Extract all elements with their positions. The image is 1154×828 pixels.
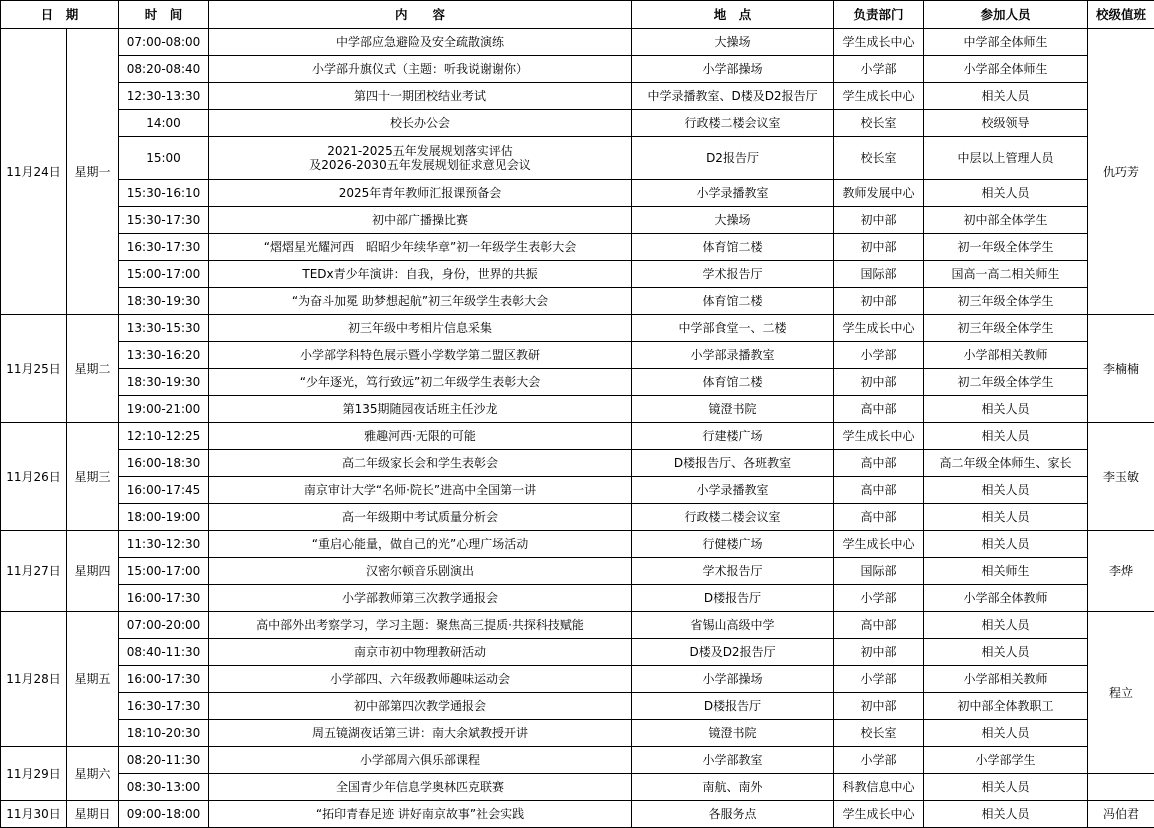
department-cell: 初中部 <box>834 693 924 720</box>
table-row <box>1 720 1154 747</box>
table-row <box>1 261 1154 288</box>
content-cell: 汉密尔顿音乐剧演出 <box>209 558 632 585</box>
department-cell: 初中部 <box>834 207 924 234</box>
duty-cell: 程立 <box>1088 612 1154 774</box>
table-row <box>1 29 1154 56</box>
header-participants: 参加人员 <box>924 1 1088 29</box>
location-cell: 省锡山高级中学 <box>632 612 834 639</box>
department-cell: 高中部 <box>834 396 924 423</box>
location-cell: 中学录播教室、D楼及D2报告厅 <box>632 83 834 110</box>
content-cell: 初三年级中考相片信息采集 <box>209 315 632 342</box>
department-cell: 学生成长中心 <box>834 801 924 828</box>
participants-cell: 小学部相关教师 <box>924 342 1088 369</box>
participants-cell: 相关人员 <box>924 531 1088 558</box>
department-cell: 初中部 <box>834 288 924 315</box>
content-cell: 校长办公会 <box>209 110 632 137</box>
header-content: 内 容 <box>209 1 632 29</box>
department-cell: 高中部 <box>834 504 924 531</box>
duty-cell: 李玉敏 <box>1088 423 1154 531</box>
department-cell: 学生成长中心 <box>834 83 924 110</box>
content-cell <box>209 137 632 180</box>
department-cell: 小学部 <box>834 56 924 83</box>
participants-cell: 小学部学生 <box>924 747 1088 774</box>
location-cell: 行健楼广场 <box>632 531 834 558</box>
location-cell: 中学部食堂一、二楼 <box>632 315 834 342</box>
participants-cell: 相关人员 <box>924 83 1088 110</box>
participants-cell: 国高一高二相关师生 <box>924 261 1088 288</box>
content-cell: 南京市初中物理教研活动 <box>209 639 632 666</box>
participants-cell: 相关人员 <box>924 720 1088 747</box>
content-cell: 初中部第四次教学通报会 <box>209 693 632 720</box>
content-cell: “为奋斗加冕 助梦想起航”初三年级学生表彰大会 <box>209 288 632 315</box>
header-department: 负责部门 <box>834 1 924 29</box>
date-cell: 11月26日 <box>1 423 67 531</box>
participants-cell: 初中部全体教职工 <box>924 693 1088 720</box>
content-cell: 小学部教师第三次教学通报会 <box>209 585 632 612</box>
table-row <box>1 137 1154 180</box>
content-cell: 南京审计大学“名师·院长”进高中全国第一讲 <box>209 477 632 504</box>
time-cell: 16:00-17:30 <box>119 585 209 612</box>
time-cell: 15:30-16:10 <box>119 180 209 207</box>
weekday-cell: 星期六 <box>67 747 119 801</box>
table-row <box>1 774 1154 801</box>
participants-cell: 相关人员 <box>924 612 1088 639</box>
content-cell: “拓印青春足迹 讲好南京故事”社会实践 <box>209 801 632 828</box>
location-cell: 各服务点 <box>632 801 834 828</box>
location-cell: D2报告厅 <box>632 137 834 180</box>
content-cell: 第135期随园夜话班主任沙龙 <box>209 396 632 423</box>
content-cell: “重启心能量，做自己的光”心理广场活动 <box>209 531 632 558</box>
content-line: 及2026-2030五年发展规划征求意见会议 <box>211 158 629 172</box>
table-row <box>1 450 1154 477</box>
department-cell: 学生成长中心 <box>834 423 924 450</box>
time-cell: 18:30-19:30 <box>119 369 209 396</box>
location-cell: D楼报告厅、各班教室 <box>632 450 834 477</box>
department-cell: 初中部 <box>834 639 924 666</box>
date-cell: 11月27日 <box>1 531 67 612</box>
weekday-cell: 星期五 <box>67 612 119 747</box>
time-cell: 16:30-17:30 <box>119 234 209 261</box>
date-cell: 11月28日 <box>1 612 67 747</box>
time-cell: 16:00-18:30 <box>119 450 209 477</box>
date-cell: 11月25日 <box>1 315 67 423</box>
department-cell: 小学部 <box>834 747 924 774</box>
content-cell: 小学部四、六年级教师趣味运动会 <box>209 666 632 693</box>
table-row <box>1 693 1154 720</box>
time-cell: 18:00-19:00 <box>119 504 209 531</box>
location-cell: D楼及D2报告厅 <box>632 639 834 666</box>
location-cell: 小学部录播教室 <box>632 342 834 369</box>
time-cell: 14:00 <box>119 110 209 137</box>
content-line: 2021-2025五年发展规划落实评估 <box>211 144 629 158</box>
content-cell: 高中部外出考察学习，学习主题：聚焦高三提质·共探科技赋能 <box>209 612 632 639</box>
department-cell: 校长室 <box>834 720 924 747</box>
time-cell: 08:30-13:00 <box>119 774 209 801</box>
table-row <box>1 477 1154 504</box>
participants-cell: 初三年级全体学生 <box>924 288 1088 315</box>
content-cell: TEDx青少年演讲：自我，身份，世界的共振 <box>209 261 632 288</box>
time-cell: 12:10-12:25 <box>119 423 209 450</box>
table-row <box>1 531 1154 558</box>
participants-cell: 相关人员 <box>924 801 1088 828</box>
location-cell: 小学部教室 <box>632 747 834 774</box>
time-cell: 08:20-08:40 <box>119 56 209 83</box>
time-cell: 16:00-17:45 <box>119 477 209 504</box>
department-cell: 教师发展中心 <box>834 180 924 207</box>
header-location: 地 点 <box>632 1 834 29</box>
time-cell: 15:00-17:00 <box>119 558 209 585</box>
location-cell: 小学录播教室 <box>632 180 834 207</box>
participants-cell: 初二年级全体学生 <box>924 369 1088 396</box>
participants-cell: 中学部全体师生 <box>924 29 1088 56</box>
content-cell: “少年逐光，笃行致远”初二年级学生表彰大会 <box>209 369 632 396</box>
content-cell: 小学部周六俱乐部课程 <box>209 747 632 774</box>
time-cell: 08:20-11:30 <box>119 747 209 774</box>
content-cell: 初中部广播操比赛 <box>209 207 632 234</box>
table-row <box>1 747 1154 774</box>
participants-cell: 中层以上管理人员 <box>924 137 1088 180</box>
content-cell: 小学部学科特色展示暨小学数学第二盟区教研 <box>209 342 632 369</box>
content-cell: 周五镜湖夜话第三讲：南大余斌教授开讲 <box>209 720 632 747</box>
department-cell: 学生成长中心 <box>834 315 924 342</box>
participants-cell: 相关人员 <box>924 180 1088 207</box>
table-row <box>1 639 1154 666</box>
table-row <box>1 612 1154 639</box>
department-cell: 初中部 <box>834 369 924 396</box>
weekday-cell: 星期日 <box>67 801 119 828</box>
participants-cell: 相关人员 <box>924 504 1088 531</box>
duty-cell: 李楠楠 <box>1088 315 1154 423</box>
department-cell: 高中部 <box>834 612 924 639</box>
content-cell: “熠熠星光耀河西 昭昭少年续华章”初一年级学生表彰大会 <box>209 234 632 261</box>
participants-cell: 高二年级全体师生、家长 <box>924 450 1088 477</box>
participants-cell: 初三年级全体学生 <box>924 315 1088 342</box>
weekday-cell: 星期四 <box>67 531 119 612</box>
department-cell: 高中部 <box>834 450 924 477</box>
department-cell: 高中部 <box>834 477 924 504</box>
content-cell: 高二年级家长会和学生表彰会 <box>209 450 632 477</box>
participants-cell: 相关人员 <box>924 639 1088 666</box>
table-row <box>1 342 1154 369</box>
time-cell: 07:00-08:00 <box>119 29 209 56</box>
content-cell: 全国青少年信息学奥林匹克联赛 <box>209 774 632 801</box>
time-cell: 07:00-20:00 <box>119 612 209 639</box>
department-cell: 小学部 <box>834 666 924 693</box>
department-cell: 国际部 <box>834 261 924 288</box>
location-cell: 行政楼二楼会议室 <box>632 110 834 137</box>
content-cell: 中学部应急避险及安全疏散演练 <box>209 29 632 56</box>
department-cell: 国际部 <box>834 558 924 585</box>
location-cell: 学术报告厅 <box>632 261 834 288</box>
time-cell: 08:40-11:30 <box>119 639 209 666</box>
participants-cell: 相关人员 <box>924 396 1088 423</box>
table-row <box>1 56 1154 83</box>
duty-cell: 李烨 <box>1088 531 1154 612</box>
table-row <box>1 315 1154 342</box>
location-cell: 大操场 <box>632 207 834 234</box>
schedule-body <box>1 29 1154 828</box>
content-cell: 第四十一期团校结业考试 <box>209 83 632 110</box>
header-time: 时 间 <box>119 1 209 29</box>
table-row <box>1 83 1154 110</box>
date-cell: 11月24日 <box>1 29 67 315</box>
table-row <box>1 207 1154 234</box>
participants-cell: 相关人员 <box>924 477 1088 504</box>
time-cell: 16:30-17:30 <box>119 693 209 720</box>
location-cell: 小学录播教室 <box>632 477 834 504</box>
table-row <box>1 666 1154 693</box>
table-row <box>1 801 1154 828</box>
content-cell: 高一年级期中考试质量分析会 <box>209 504 632 531</box>
table-row <box>1 288 1154 315</box>
table-row <box>1 110 1154 137</box>
location-cell: 大操场 <box>632 29 834 56</box>
participants-cell: 初中部全体学生 <box>924 207 1088 234</box>
time-cell: 09:00-18:00 <box>119 801 209 828</box>
department-cell: 学生成长中心 <box>834 531 924 558</box>
time-cell: 19:00-21:00 <box>119 396 209 423</box>
participants-cell: 相关人员 <box>924 774 1088 801</box>
location-cell: D楼报告厅 <box>632 585 834 612</box>
table-row <box>1 585 1154 612</box>
department-cell: 校长室 <box>834 110 924 137</box>
participants-cell: 小学部全体教师 <box>924 585 1088 612</box>
participants-cell: 相关人员 <box>924 423 1088 450</box>
table-row <box>1 396 1154 423</box>
participants-cell: 相关师生 <box>924 558 1088 585</box>
content-cell: 2025年青年教师汇报课预备会 <box>209 180 632 207</box>
location-cell: 小学部操场 <box>632 666 834 693</box>
header-row <box>1 1 1154 29</box>
department-cell: 小学部 <box>834 585 924 612</box>
location-cell: 体育馆二楼 <box>632 234 834 261</box>
table-row <box>1 504 1154 531</box>
participants-cell: 校级领导 <box>924 110 1088 137</box>
location-cell: 小学部操场 <box>632 56 834 83</box>
time-cell: 15:30-17:30 <box>119 207 209 234</box>
time-cell: 16:00-17:30 <box>119 666 209 693</box>
weekday-cell: 星期二 <box>67 315 119 423</box>
header-date: 日 期 <box>1 1 119 29</box>
department-cell: 校长室 <box>834 137 924 180</box>
table-row <box>1 369 1154 396</box>
time-cell: 18:10-20:30 <box>119 720 209 747</box>
department-cell: 科教信息中心 <box>834 774 924 801</box>
location-cell: 南航、南外 <box>632 774 834 801</box>
content-cell: 雅趣河西·无限的可能 <box>209 423 632 450</box>
weekday-cell: 星期一 <box>67 29 119 315</box>
time-cell: 15:00 <box>119 137 209 180</box>
date-cell: 11月30日 <box>1 801 67 828</box>
department-cell: 小学部 <box>834 342 924 369</box>
table-row <box>1 423 1154 450</box>
participants-cell: 初一年级全体学生 <box>924 234 1088 261</box>
duty-cell: 仇巧芳 <box>1088 29 1154 315</box>
location-cell: 行建楼广场 <box>632 423 834 450</box>
table-row <box>1 180 1154 207</box>
table-row <box>1 558 1154 585</box>
time-cell: 11:30-12:30 <box>119 531 209 558</box>
location-cell: 镜澄书院 <box>632 396 834 423</box>
location-cell: 体育馆二楼 <box>632 288 834 315</box>
location-cell: D楼报告厅 <box>632 693 834 720</box>
date-cell: 11月29日 <box>1 747 67 801</box>
department-cell: 初中部 <box>834 234 924 261</box>
weekday-cell: 星期三 <box>67 423 119 531</box>
location-cell: 镜澄书院 <box>632 720 834 747</box>
time-cell: 12:30-13:30 <box>119 83 209 110</box>
table-row <box>1 234 1154 261</box>
time-cell: 18:30-19:30 <box>119 288 209 315</box>
location-cell: 学术报告厅 <box>632 558 834 585</box>
participants-cell: 小学部全体师生 <box>924 56 1088 83</box>
location-cell: 体育馆二楼 <box>632 369 834 396</box>
duty-cell: 冯伯君 <box>1088 801 1154 828</box>
time-cell: 15:00-17:00 <box>119 261 209 288</box>
location-cell: 行政楼二楼会议室 <box>632 504 834 531</box>
time-cell: 13:30-16:20 <box>119 342 209 369</box>
time-cell: 13:30-15:30 <box>119 315 209 342</box>
header-duty: 校级值班 <box>1088 1 1154 29</box>
participants-cell: 小学部相关教师 <box>924 666 1088 693</box>
department-cell: 学生成长中心 <box>834 29 924 56</box>
content-cell: 小学部升旗仪式（主题：听我说谢谢你） <box>209 56 632 83</box>
